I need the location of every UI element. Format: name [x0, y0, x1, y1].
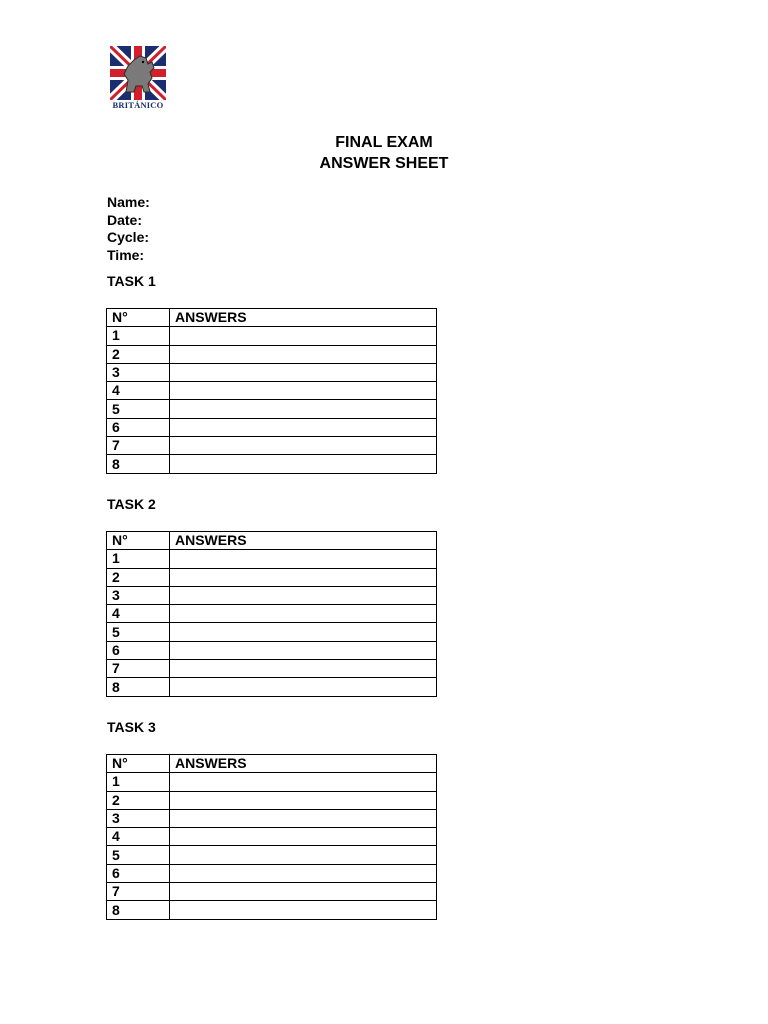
- student-info: [107, 194, 150, 264]
- table-row: [107, 641, 437, 659]
- cycle-label: Cycle:: [107, 229, 150, 245]
- answer-cell[interactable]: [170, 678, 437, 696]
- name-label: Name:: [107, 194, 150, 210]
- row-number: 4: [107, 382, 170, 400]
- logo-text: BRITÁNICO: [112, 100, 164, 110]
- header-answers: ANSWERS: [170, 755, 437, 773]
- answer-cell[interactable]: [170, 791, 437, 809]
- table-row: [107, 418, 437, 436]
- row-number: 1: [107, 773, 170, 791]
- row-number: 4: [107, 605, 170, 623]
- row-number: 2: [107, 568, 170, 586]
- answer-cell[interactable]: [170, 901, 437, 919]
- header-answers: ANSWERS: [170, 532, 437, 550]
- row-number: 3: [107, 809, 170, 827]
- table-row: [107, 363, 437, 381]
- table-row: [107, 327, 437, 345]
- union-jack-lion-emblem: [110, 46, 166, 100]
- answer-cell[interactable]: [170, 400, 437, 418]
- row-number: 3: [107, 586, 170, 604]
- answer-cell[interactable]: [170, 605, 437, 623]
- answer-cell[interactable]: [170, 828, 437, 846]
- table-row: [107, 791, 437, 809]
- row-number: 7: [107, 437, 170, 455]
- table-row: [107, 660, 437, 678]
- task-3-label: TASK 3: [107, 719, 156, 735]
- table-row: [107, 678, 437, 696]
- answer-cell[interactable]: [170, 773, 437, 791]
- answer-cell[interactable]: [170, 809, 437, 827]
- row-number: 7: [107, 660, 170, 678]
- answer-cell[interactable]: [170, 660, 437, 678]
- table-header-row: [107, 532, 437, 550]
- table-row: [107, 846, 437, 864]
- answer-cell[interactable]: [170, 437, 437, 455]
- header-answers: ANSWERS: [170, 309, 437, 327]
- answer-cell[interactable]: [170, 550, 437, 568]
- row-number: 8: [107, 678, 170, 696]
- task-1-answer-table: [106, 308, 437, 474]
- answer-cell[interactable]: [170, 327, 437, 345]
- row-number: 5: [107, 400, 170, 418]
- answer-cell[interactable]: [170, 455, 437, 473]
- table-header-row: [107, 309, 437, 327]
- task-3-answer-table: [106, 754, 437, 920]
- table-row: [107, 773, 437, 791]
- time-label: Time:: [107, 246, 145, 263]
- answer-cell[interactable]: [170, 345, 437, 363]
- row-number: 5: [107, 846, 170, 864]
- table-header-row: [107, 755, 437, 773]
- row-number: 8: [107, 901, 170, 919]
- table-row: [107, 455, 437, 473]
- row-number: 4: [107, 828, 170, 846]
- title-line-1: FINAL EXAM: [335, 134, 433, 151]
- table-row: [107, 883, 437, 901]
- row-number: 2: [107, 345, 170, 363]
- britanico-logo: [110, 46, 166, 112]
- page-title: [0, 132, 768, 174]
- table-row: [107, 586, 437, 604]
- row-number: 3: [107, 363, 170, 381]
- table-row: [107, 605, 437, 623]
- task-2-label: TASK 2: [107, 496, 156, 512]
- table-row: [107, 568, 437, 586]
- answer-cell[interactable]: [170, 846, 437, 864]
- row-number: 1: [107, 327, 170, 345]
- row-number: 1: [107, 550, 170, 568]
- table-row: [107, 437, 437, 455]
- row-number: 8: [107, 455, 170, 473]
- table-row: [107, 400, 437, 418]
- row-number: 6: [107, 864, 170, 882]
- table-row: [107, 550, 437, 568]
- answer-cell[interactable]: [170, 623, 437, 641]
- row-number: 6: [107, 641, 170, 659]
- title-line-2: ANSWER SHEET: [319, 155, 449, 172]
- table-row: [107, 382, 437, 400]
- row-number: 7: [107, 883, 170, 901]
- answer-cell[interactable]: [170, 568, 437, 586]
- answer-cell[interactable]: [170, 418, 437, 436]
- answer-cell[interactable]: [170, 363, 437, 381]
- table-row: [107, 828, 437, 846]
- task-2-answer-table: [106, 531, 437, 697]
- answer-cell[interactable]: [170, 641, 437, 659]
- row-number: 2: [107, 791, 170, 809]
- table-row: [107, 345, 437, 363]
- table-row: [107, 901, 437, 919]
- table-row: [107, 809, 437, 827]
- answer-cell[interactable]: [170, 864, 437, 882]
- header-number: N°: [107, 532, 170, 550]
- row-number: 6: [107, 418, 170, 436]
- header-number: N°: [107, 755, 170, 773]
- answer-cell[interactable]: [170, 382, 437, 400]
- header-number: N°: [107, 309, 170, 327]
- table-row: [107, 864, 437, 882]
- row-number: 5: [107, 623, 170, 641]
- table-row: [107, 623, 437, 641]
- answer-cell[interactable]: [170, 586, 437, 604]
- date-label: Date:: [107, 211, 143, 228]
- task-1-label: TASK 1: [107, 273, 156, 289]
- answer-cell[interactable]: [170, 883, 437, 901]
